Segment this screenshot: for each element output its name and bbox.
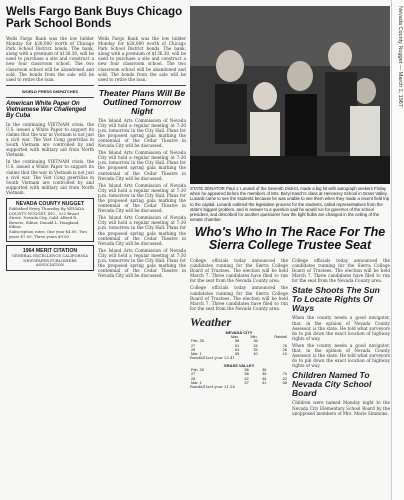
world-news-headline: WORLD PRESS DISPATCHES <box>21 88 79 94</box>
cell: 35 <box>262 372 267 377</box>
children-body: Children were named Monday night to the Nevada City Elementary School Board by the unopposed members of Mrs. Marie Simmons. <box>292 400 390 416</box>
column-2 <box>98 34 186 278</box>
cell: 58 <box>235 339 240 344</box>
wells-body: Wells Fargo Bank was the low bidder Monday for $28,000 worth of Chicago Park School District bonds. The bank, along with a premium of $136.30, will be used to purchase a site and construct a new four classroom school. The two classroom school will be abandoned and sold. The bonds from the sale will be used to retire the loan. <box>6 36 94 82</box>
state-shoots-headline: State Shoots The Sun To Locate Rights Of Ways <box>292 285 380 314</box>
county-box-text: Published Every Thursday By NEVADA COUNTY NUGGET, INC., 322 Broad Street, Nevada City, Calif. Alfred R. Bowers, Editor. Donald L. Hoagland, Editor. <box>9 206 84 230</box>
cell: .76 <box>281 372 287 377</box>
award-box-text: GENERAL EXCELLENCE CALIFORNIA NEWSPAPER PUBLISHERS ASSOCIATION <box>11 253 89 268</box>
cell: 28 <box>191 347 196 352</box>
cell: Mar. 1 <box>191 380 202 385</box>
state-shoots-body-cont: When the county needs a good navigator, that, in the opinion of Nevada County Assessor, is the state. He told what surveyors do to pin down the exact location of highway rights of way. <box>292 342 390 369</box>
theater-body-cont4: The Island Arts Commission of Nevada City will hold a regular meeting at 7:30 p.m. tomorrow in the City Hall. Plans for the proposed spring gala marking the centennial of the Cedar Theatre in Nevada City will be discussed. <box>98 247 186 279</box>
cell: 27 <box>191 372 196 377</box>
trustee-body: College officials today announced the candidates running for the Sierra College Board of Trustees. The election will be held March 7. Three candidates have filed to run for the seat from the Nevada County area. <box>190 258 288 284</box>
cell: 35 <box>253 339 258 344</box>
cell: 40 <box>253 352 258 357</box>
cell: 57 <box>244 380 249 385</box>
column-3-left <box>190 256 288 390</box>
cell: Feb. 26 <box>191 339 204 344</box>
award-box-title: 1964 MERIT CITATION <box>22 248 78 255</box>
cell: .22 <box>281 376 287 381</box>
world-news-body-cont: In the continuing VIETNAM crisis, the U.S. issued a White Paper to support its claims that the war in Vietnam is not just a civil war. The Viet Cong guerrillas in South Vietnam are controlled by and supported with military aid from North Vietnam. <box>6 159 94 195</box>
divider <box>6 85 94 86</box>
cell: .78 <box>281 343 287 348</box>
theater-body-cont3: The Island Arts Commission of Nevada City will hold a regular meeting at 7:30 p.m. tomorrow in the City Hall. Plans for the proposed spring gala marking the centennial of the Cedar Theatre in Nevada City will be discussed. <box>98 215 186 246</box>
nevada-city-rain-total: Rainfall last year 23.41 <box>190 355 235 361</box>
cell: 27 <box>191 343 196 348</box>
nevada-city-label: NEVADA CITY <box>225 329 253 335</box>
cell: 58 <box>244 372 249 377</box>
county-box-title: NEVADA COUNTY NUGGET <box>15 201 85 208</box>
cell: 41 <box>262 380 267 385</box>
weather-col-header: Max. <box>231 334 240 339</box>
cell: 36 <box>262 368 267 373</box>
cell: .10 <box>281 352 287 357</box>
weather-col-header: Rainfall <box>274 334 287 339</box>
column-3-right <box>292 256 390 416</box>
theater-body-cont: The Island Arts Commission of Nevada City will hold a regular meeting at 7:30 p.m. tomorrow in the City Hall. Plans for the proposed spring gala marking the centennial of the Cedar Theatre in Nevada City will be discussed. <box>98 150 186 181</box>
cell: .08 <box>281 380 287 385</box>
wells-headline: Wells Fargo Bank Buys Chicago Park School Bonds <box>6 6 183 31</box>
theater-headline: Theater Plans Will Be Outlined Tomorrow Night <box>98 87 186 116</box>
side-strip <box>391 0 404 500</box>
cell: 34 <box>253 343 258 348</box>
world-news-subhead: American White Paper On Vietnamese War Challenged By Cuba <box>6 100 87 120</box>
divider <box>98 85 186 86</box>
county-box <box>6 198 94 242</box>
trustee-body-right: College officials today announced the candidates running for the Sierra College Board of Trustees. The election will be held March 7. Three candidates have filed to run for the seat from the Nevada County area. <box>292 258 390 284</box>
trustee-headline: Who's Who In The Race For The Sierra College Trustee Seat <box>194 225 386 252</box>
cell: 28 <box>191 376 196 381</box>
children-headline: Children Named To Nevada City School Board <box>292 370 372 399</box>
cell: .26 <box>281 347 287 352</box>
cell: 56 <box>244 368 249 373</box>
subscription-text: Subscription rates: One year $4.00. Two years $7.00. Three years $9.00 <box>9 229 87 239</box>
trustee-body-cont: College officials today announced the candidates running for the Sierra College Board of Trustees. The election will be held March 7. Three candidates have filed to run for the seat from the Nevada County area. <box>190 285 288 311</box>
cell: 36 <box>262 376 267 381</box>
cell: 59 <box>235 352 240 357</box>
senator-photo <box>190 6 390 184</box>
cell: Mar. 1 <box>191 352 202 357</box>
column-1 <box>6 34 94 271</box>
nevada-city-weather-table <box>190 335 288 356</box>
theater-body-cont2: The Island Arts Commission of Nevada City will hold a regular meeting at 7:30 p.m. tomorrow in the City Hall. Plans for the proposed spring gala marking the centennial of the Cedar Theatre in Nevada City will be discussed. <box>98 182 186 214</box>
grass-valley-label: GRASS VALLEY <box>223 363 255 369</box>
weather-col-header: Min. <box>250 334 258 339</box>
photo-caption: STATE SENATOR Paul J. Lunardi of the Seventh District, made a big hit with autograph seekers Friday when he appeared before the members of Mrs. Beryl Kasch's class at Hennessy School in Grass Valley. Lunardi came to see the students because he was unable to see them when they made a recent field trip to the capital. Lunardi outlined the legislative process for the students, called representatives from the state's biggest problem, and in answer to a question said he would run for governor of the school president, and described for another questioner how the light bulbs are changed in the ceiling of the senate chamber. <box>190 186 390 223</box>
wells-body-cont: Wells Fargo Bank was the low bidder Monday for $28,000 worth of Chicago Park School District bonds. The bank, along with a premium of $136.30, will be used to purchase a site and construct a new four classroom school. The two classroom school will be abandoned and sold. The bonds from the sale will be used to retire the loan. <box>98 36 186 82</box>
side-label: Nevada County Nugget — March 1, 1967 <box>397 6 403 107</box>
photo-scene <box>190 6 390 184</box>
cell: Feb. 26 <box>191 368 204 373</box>
cell: 61 <box>235 343 240 348</box>
cell: 35 <box>253 347 258 352</box>
world-news-body: In the continuing VIETNAM crisis, the U.S. issued a White Paper to support its claims that the war in Vietnam is not just a civil war. The Viet Cong guerrillas in South Vietnam are controlled by and supported with military aid from North Vietnam. <box>6 121 94 158</box>
grass-valley-weather-table <box>190 368 288 385</box>
state-shoots-body: When the county needs a good navigator, that, in the opinion of Nevada County Assessor, is the state. He told what surveyors do to pin down the exact location of highway rights of way. <box>292 315 390 341</box>
cell: 62 <box>244 376 249 381</box>
grass-valley-rain-total: Rainfall last year 21.54 <box>190 384 235 390</box>
cell: 64 <box>235 347 240 352</box>
weather-headline: Weather <box>190 314 232 329</box>
theater-body: The Island Arts Commission of Nevada City will hold a regular meeting at 7:30 p.m. tomorrow in the City Hall. Plans for the proposed spring gala marking the centennial of the Cedar Theatre in Nevada City will be discussed. <box>98 117 186 149</box>
award-box <box>6 245 94 271</box>
divider <box>6 97 94 98</box>
